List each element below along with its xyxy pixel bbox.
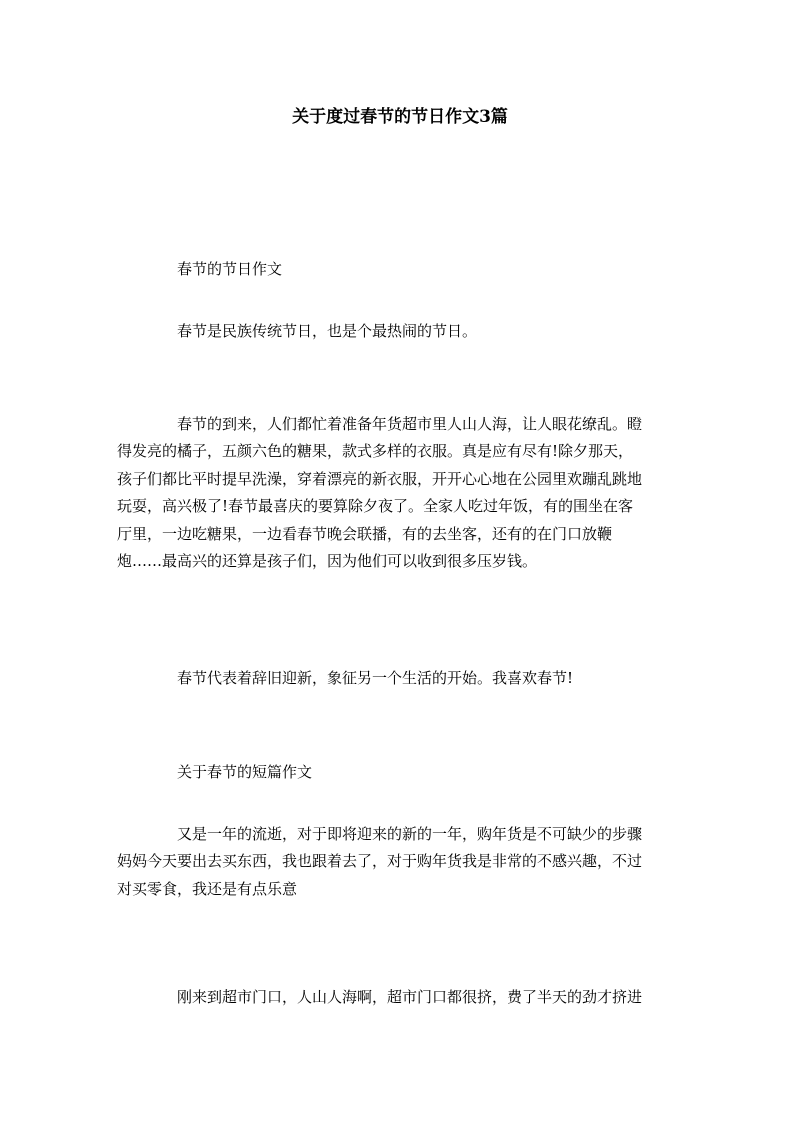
paragraph <box>117 821 683 903</box>
section-heading: 关于春节的短篇作文 <box>177 763 313 781</box>
paragraph-line: 春节的到来，人们都忙着准备年货超市里人山人海，让人眼花缭乱。瞪 <box>177 415 643 433</box>
paragraph-line: 得发亮的橘子，五颜六色的糖果，款式多样的衣服。真是应有尽有!除夕那天， <box>117 442 634 461</box>
paragraph-line: 又是一年的流逝，对于即将迎来的新的一年，购年货是不可缺少的步骤 <box>177 825 643 843</box>
paragraph-line: 炮……最高兴的还算是孩子们，因为他们可以收到很多压岁钱。 <box>117 552 538 571</box>
document-title: 关于度过春节的节日作文3篇 <box>292 107 508 127</box>
section-heading: 春节的节日作文 <box>177 260 283 278</box>
paragraph-line: 妈妈今天要出去买东西，我也跟着去了，对于购年货我是非常的不感兴趣，不过 <box>117 852 643 871</box>
paragraph: 刚来到超市门口，人山人海啊，超市门口都很挤，费了半天的劲才挤进 <box>177 988 643 1006</box>
paragraph: 春节代表着辞旧迎新，象征另一个生活的开始。我喜欢春节! <box>177 669 574 687</box>
paragraph-line: 孩子们都比平时提早洗澡，穿着漂亮的新衣服，开开心心地在公园里欢蹦乱跳地 <box>117 469 643 488</box>
paragraph <box>117 411 683 575</box>
paragraph-line: 厅里，一边吃糖果，一边看春节晚会联播，有的去坐客，还有的在门口放鞭 <box>117 524 613 543</box>
paragraph: 春节是民族传统节日，也是个最热闹的节日。 <box>177 322 478 340</box>
paragraph-line: 对买零食，我还是有点乐意 <box>117 879 298 898</box>
paragraph-line: 玩耍，高兴极了!春节最喜庆的要算除夕夜了。全家人吃过年饭，有的围坐在客 <box>117 497 634 516</box>
